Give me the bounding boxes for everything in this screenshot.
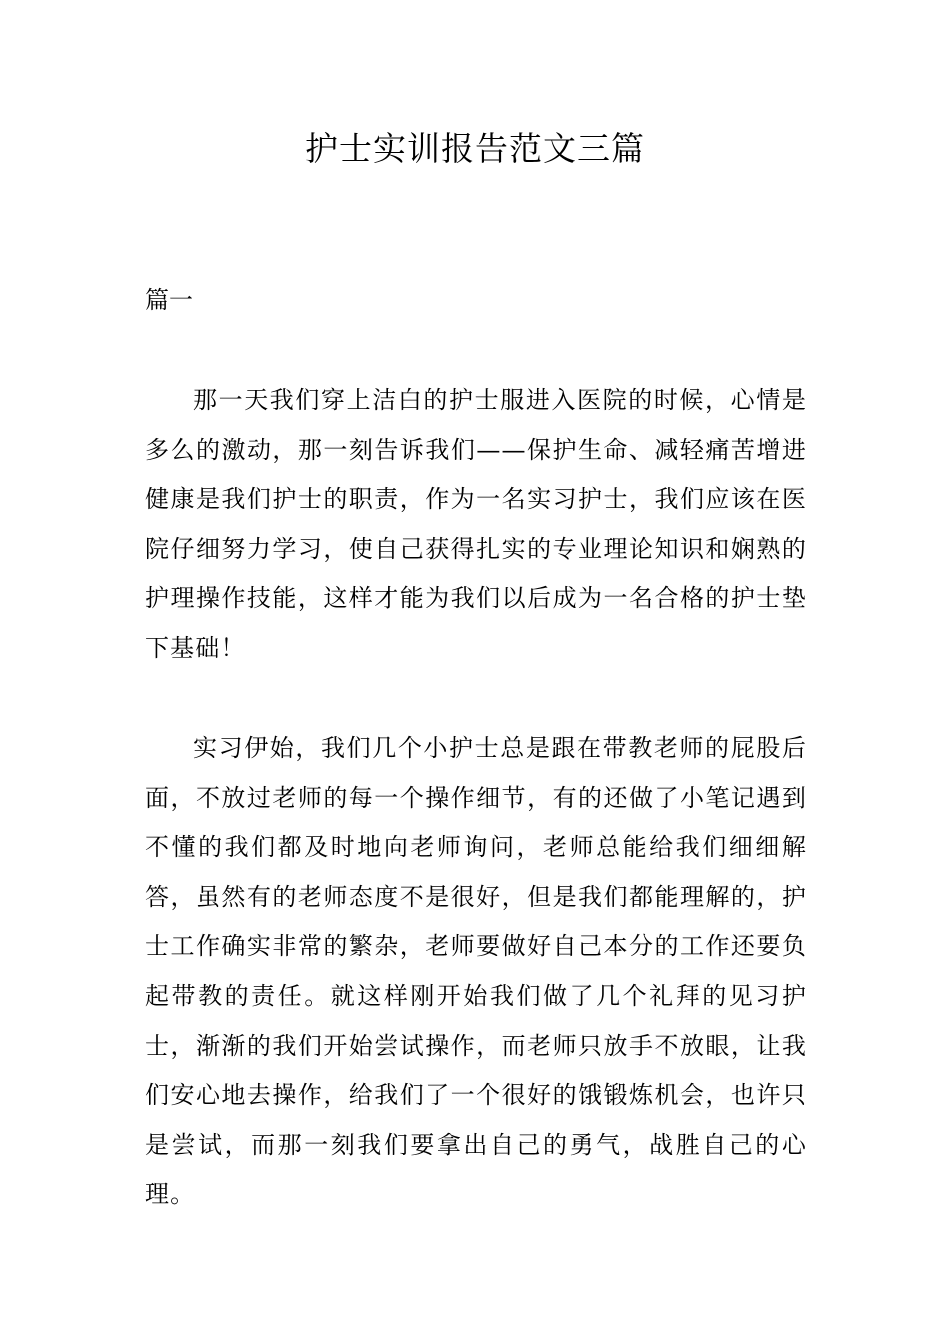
paragraph-1: 那一天我们穿上洁白的护士服进入医院的时候，心情是多么的激动，那一刻告诉我们——保护生命、减轻痛苦增进健康是我们护士的职责，作为一名实习护士，我们应该在医院仔细努力学习，使自己获得扎实的专业理论知识和娴熟的护理操作技能，这样才能为我们以后成为一名合格的护士垫下基础！	[145, 386, 807, 662]
section-label: 篇一	[145, 286, 193, 314]
document-title: 护士实训报告范文三篇	[305, 129, 645, 168]
paragraph-2: 实习伊始，我们几个小护士总是跟在带教老师的屁股后面，不放过老师的每一个操作细节，有的还做了小笔记遇到不懂的我们都及时地向老师询问，老师总能给我们细细解答，虽然有的老师态度不是很好，但是我们都能理解的，护士工作确实非常的繁杂，老师要做好自己本分的工作还要负起带教的责任。就这样刚开始我们做了几个礼拜的见习护士，渐渐的我们开始尝试操作，而老师只放手不放眼，让我们安心地去操作，给我们了一个很好的饿锻炼机会，也许只是尝试，而那一刻我们要拿出自己的勇气，战胜自己的心理。	[145, 734, 807, 1209]
